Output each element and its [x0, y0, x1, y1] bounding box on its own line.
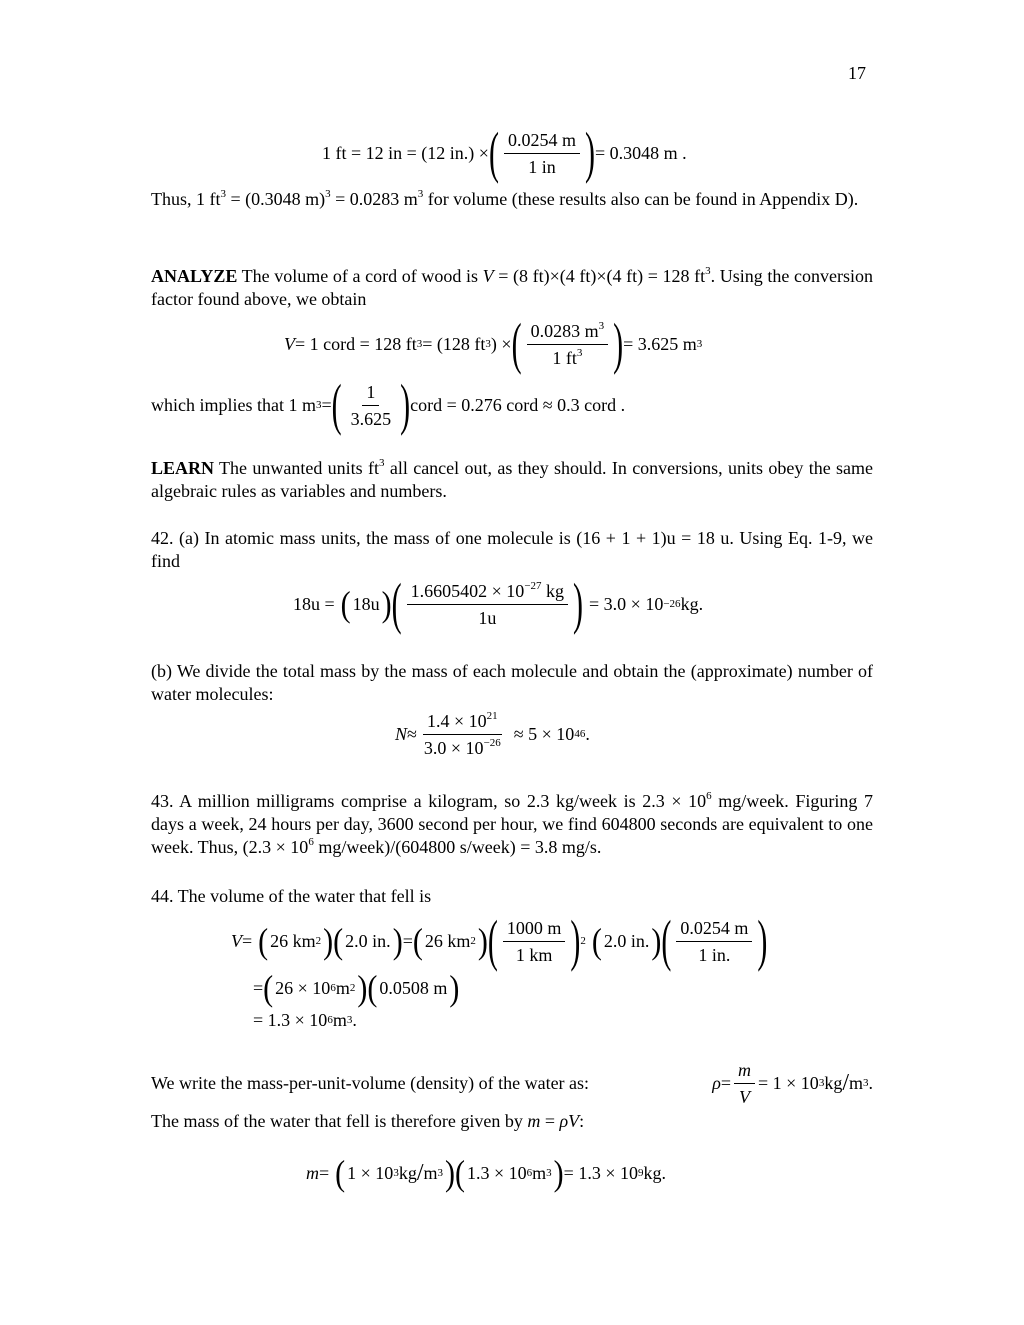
p2-text-b: = (8 ft)×(4 ft)×(4 ft) = 128 ft — [493, 266, 706, 286]
p8-text-b: = 1 × 10 — [758, 1072, 819, 1093]
eq2-lhs-c: ) × — [490, 333, 512, 354]
eq5-num-a: 1.4 × 10 — [427, 710, 487, 731]
eq7-var-m: m — [306, 1162, 319, 1183]
eq7-t1b: kg — [398, 1162, 417, 1183]
p9-text-a: The mass of the water that fell is therefore given by — [151, 1111, 528, 1131]
eq4-num-a: 1.6605402 × 10 — [410, 580, 525, 601]
p8-text-c: kg — [824, 1072, 843, 1093]
paragraph-problem-42b: (b) We divide the total mass by the mass of each molecule and obtain the (approximate) number of water molecules: — [151, 661, 873, 704]
eq3-eq: = — [321, 394, 332, 415]
eq5-den-a: 3.0 × 10 — [423, 737, 484, 758]
eq7-rhs-a: = 1.3 × 10 — [563, 1162, 638, 1183]
eq6-line3-a: = 1.3 × 10 — [253, 1009, 328, 1030]
p8-eq: = — [720, 1072, 731, 1093]
p8-fraction — [734, 1059, 755, 1108]
equation-water-volume-line2: = ( 26 × 10 6 m 2 ) ( 0.0508 m ) — [253, 968, 460, 1008]
paragraph-analyze: ANALYZE The volume of a cord of wood is V = (8 ft)×(4 ft)×(4 ft) = 128 $ft^3$. Using the conversion factor found above, we obtain — [151, 265, 873, 309]
p8-text-a: We write the mass-per-unit-volume (density) of the water as: — [151, 1072, 590, 1093]
equation-water-mass: m = ( 1 × 10 3 kg / m 3 ) ( 1.3 × 10 6 m 3 ) = 1.3 × 10 9 kg. — [306, 1153, 666, 1193]
p2-text-a: The volume of a cord of wood is — [237, 266, 483, 286]
eq2-lhs-a: = 1 cord = 128 ft — [295, 333, 417, 354]
p3-text-b: all cancel out, as they should. In conversions, units obey the same algebraic rules as variables and numbers. — [151, 458, 874, 501]
eq2-rhs: = 3.625 m — [623, 333, 697, 354]
paragraph-mass — [151, 1110, 873, 1133]
eq3-denominator: 3.625 — [350, 408, 392, 429]
eq5-rhs-a: ≈ 5 × 10 — [513, 723, 575, 744]
equation-molecule-count: N ≈ $\frac{1.4 \times 10^{21}}{3.0 \times 10^{-26}}$ ≈ 5 × 10 46 . — [395, 709, 590, 758]
equation-ft-to-m: 1 ft = 12 in = (12 in.) × ( $\frac{0.0254 m}{1 in}$ ) = 0.3048 m . — [322, 121, 687, 185]
paragraph-problem-44: 44. The volume of the water that fell is — [151, 886, 432, 906]
eq2-fraction: $\frac{0.0283 m^3}{1 ft^3}$ — [527, 320, 609, 369]
paragraph-problem-43 — [151, 790, 873, 859]
equation-water-volume-line3: = 1.3 × 10 6 m 3 . — [253, 1009, 357, 1030]
eq6-term1: 26 km — [270, 930, 316, 951]
eq7-t1a: 1 × 10 — [347, 1162, 394, 1183]
p8-denominator: V — [739, 1086, 750, 1107]
p6-text-c: mg/week)/(604800 s/week) = 3.8 mg/s. — [313, 837, 602, 857]
eq7-rhs-b: kg. — [643, 1162, 666, 1183]
learn-label: LEARN — [151, 458, 215, 478]
p6-text-a: 43. A million milligrams comprise a kilogram, so 2.3 kg/week is 2.3 × 10 — [151, 791, 707, 811]
eq6-line2-t2: 0.0508 m — [379, 977, 448, 998]
eq5-fraction — [420, 710, 505, 759]
eq6-term3: 26 km — [424, 930, 471, 951]
eq7-t1c: m — [423, 1162, 438, 1183]
eq7-t2b: m — [532, 1162, 547, 1183]
p9-text-c: : — [579, 1111, 585, 1131]
equation-m3-to-cord: which implies that 1 m 3 = ( $\frac{1}{3.625}$ ) cord = 0.276 cord ≈ 0.3 cord . — [151, 373, 626, 437]
eq7-t2a: 1.3 × 10 — [467, 1162, 527, 1183]
eq6-f1-num: 1000 m — [503, 917, 566, 942]
eq1-rhs: = 0.3048 m . — [594, 142, 687, 163]
p1-text-b: = (0.3048 m) — [226, 189, 326, 209]
p8-numerator: m — [734, 1059, 755, 1084]
eq6-f2-den: 1 in. — [698, 944, 731, 965]
eq3-rhs: cord = 0.276 cord ≈ 0.3 cord . — [410, 394, 626, 415]
p9-text-b: = — [540, 1111, 560, 1131]
p2-text-c: . Using the conversion factor found above, we obtain — [151, 266, 873, 309]
paragraph-density: We write the mass-per-unit-volume (density) of the water as: ρ = $\frac{m}{V}$ = 1 × 10 3 kg / m 3 . — [151, 1059, 873, 1107]
p9-rho-v: ρV — [559, 1111, 580, 1131]
equation-cord-volume: V = 1 cord = 128 ft 3 = (128 ft 3 ) × ( $\frac{0.0283 m^3}{1 ft^3}$ ) = 3.625 m 3 — [284, 312, 703, 376]
eq3-fraction — [347, 381, 396, 430]
equation-molecule-mass: 18u = ( 18u ) ( $\frac{1.6605402 \times 10^{-27} kg}{1u}$ ) = 3.0 × 10 −26 kg. — [293, 572, 704, 636]
eq4-fraction — [407, 580, 568, 629]
eq1-lhs: 1 ft = 12 in = (12 in.) × — [322, 142, 489, 163]
eq5-num-exp: 21 — [486, 709, 498, 722]
analyze-label: ANALYZE — [151, 266, 238, 286]
eq6-f1-den: 1 km — [515, 944, 553, 965]
p2-var-v: V — [482, 266, 494, 286]
p8-text-e: . — [868, 1072, 873, 1093]
eq1-denominator: 1 in — [528, 156, 556, 177]
eq2-var-v: V — [284, 333, 295, 354]
eq1-fraction — [504, 129, 580, 178]
p1-text-a: Thus, 1 ft — [151, 189, 221, 209]
eq1-numerator: 0.0254 m — [504, 129, 580, 154]
equation-water-volume-line1: V = ( 26 km 2 ) ( 2.0 in. ) = ( 26 km 2 ) ( $\frac{1000 m}{1 km}$ ) 2 ( 2.0 in. ) ( $\frac{0.0254 m}{1 in.}$ ) — [231, 909, 768, 973]
eq4-denominator: 1u — [478, 607, 497, 628]
eq6-term2: 2.0 in. — [345, 930, 391, 951]
eq3-lhs: which implies that 1 m — [151, 394, 316, 415]
eq6-line2-t1b: m — [335, 977, 350, 998]
eq4-inner: 18u — [352, 593, 380, 614]
p8-text-d: m — [848, 1072, 863, 1093]
eq2-numerator: 0.0283 m — [530, 320, 599, 341]
eq5-approx: ≈ — [407, 723, 417, 744]
p8-rho: ρ — [712, 1072, 721, 1093]
eq5-var-n: N — [395, 723, 408, 744]
eq6-line3-c: . — [352, 1009, 357, 1030]
eq3-numerator: 1 — [362, 381, 379, 406]
p6-text-b: mg/week. Figuring 7 days a week, 24 hours per day, 3600 second per hour, we find 604800 seconds are equivalent to one week. Thus, (2.3 × 10 — [151, 791, 873, 857]
eq5-den-exp: −26 — [483, 736, 501, 749]
eq6-line2-t1a: 26 × 10 — [275, 977, 331, 998]
eq4-rhs-b: kg. — [680, 593, 704, 614]
p3-text-a: The unwanted units ft — [214, 458, 380, 478]
paragraph-problem-42a: 42. (a) In atomic mass units, the mass of one molecule is (16 + 1 + 1)u = 18 u. Using Eq. 1-9, we find — [151, 528, 873, 571]
p1-text-d: for volume (these results also can be found in Appendix D). — [423, 189, 859, 209]
eq6-eq: = — [242, 930, 253, 951]
eq6-term4: 2.0 in. — [603, 930, 650, 951]
eq6-fraction1 — [503, 917, 566, 966]
paragraph-volume-conversion: Thus, 1 $ft^3 = (0.3048$ m)$^3$ = 0.0283 $m^3$ for volume (these results also can be found in Appendix D). — [151, 188, 859, 209]
p6-exp1: 6 — [706, 790, 712, 802]
eq6-line2-eq: = — [253, 977, 264, 998]
p9-var-m: m — [527, 1111, 541, 1131]
paragraph-learn: LEARN The unwanted units $ft^3$ all cancel out, as they should. In conversions, units obey the same algebraic rules as variables and numbers. — [151, 457, 874, 501]
eq4-num-exp: −27 — [524, 579, 542, 592]
eq6-var-v: V — [231, 930, 242, 951]
eq2-lhs-b: = (128 ft — [422, 333, 486, 354]
eq6-fraction2 — [676, 917, 752, 966]
p6-exp2: 6 — [308, 836, 314, 848]
eq5-rhs-b: . — [585, 723, 590, 744]
page-number: 17 — [848, 63, 866, 83]
eq4-rhs-a: = 3.0 × 10 — [589, 593, 664, 614]
eq2-denominator: 1 ft — [552, 347, 577, 368]
p1-text-c: = 0.0283 m — [330, 189, 418, 209]
eq7-eq: = — [319, 1162, 330, 1183]
eq6-f2-num: 0.0254 m — [676, 917, 752, 942]
eq6-line3-b: m — [332, 1009, 347, 1030]
eq6-eq2: = — [402, 930, 413, 951]
eq4-lhs: 18u = — [293, 593, 335, 614]
eq4-num-b: kg — [541, 580, 565, 601]
